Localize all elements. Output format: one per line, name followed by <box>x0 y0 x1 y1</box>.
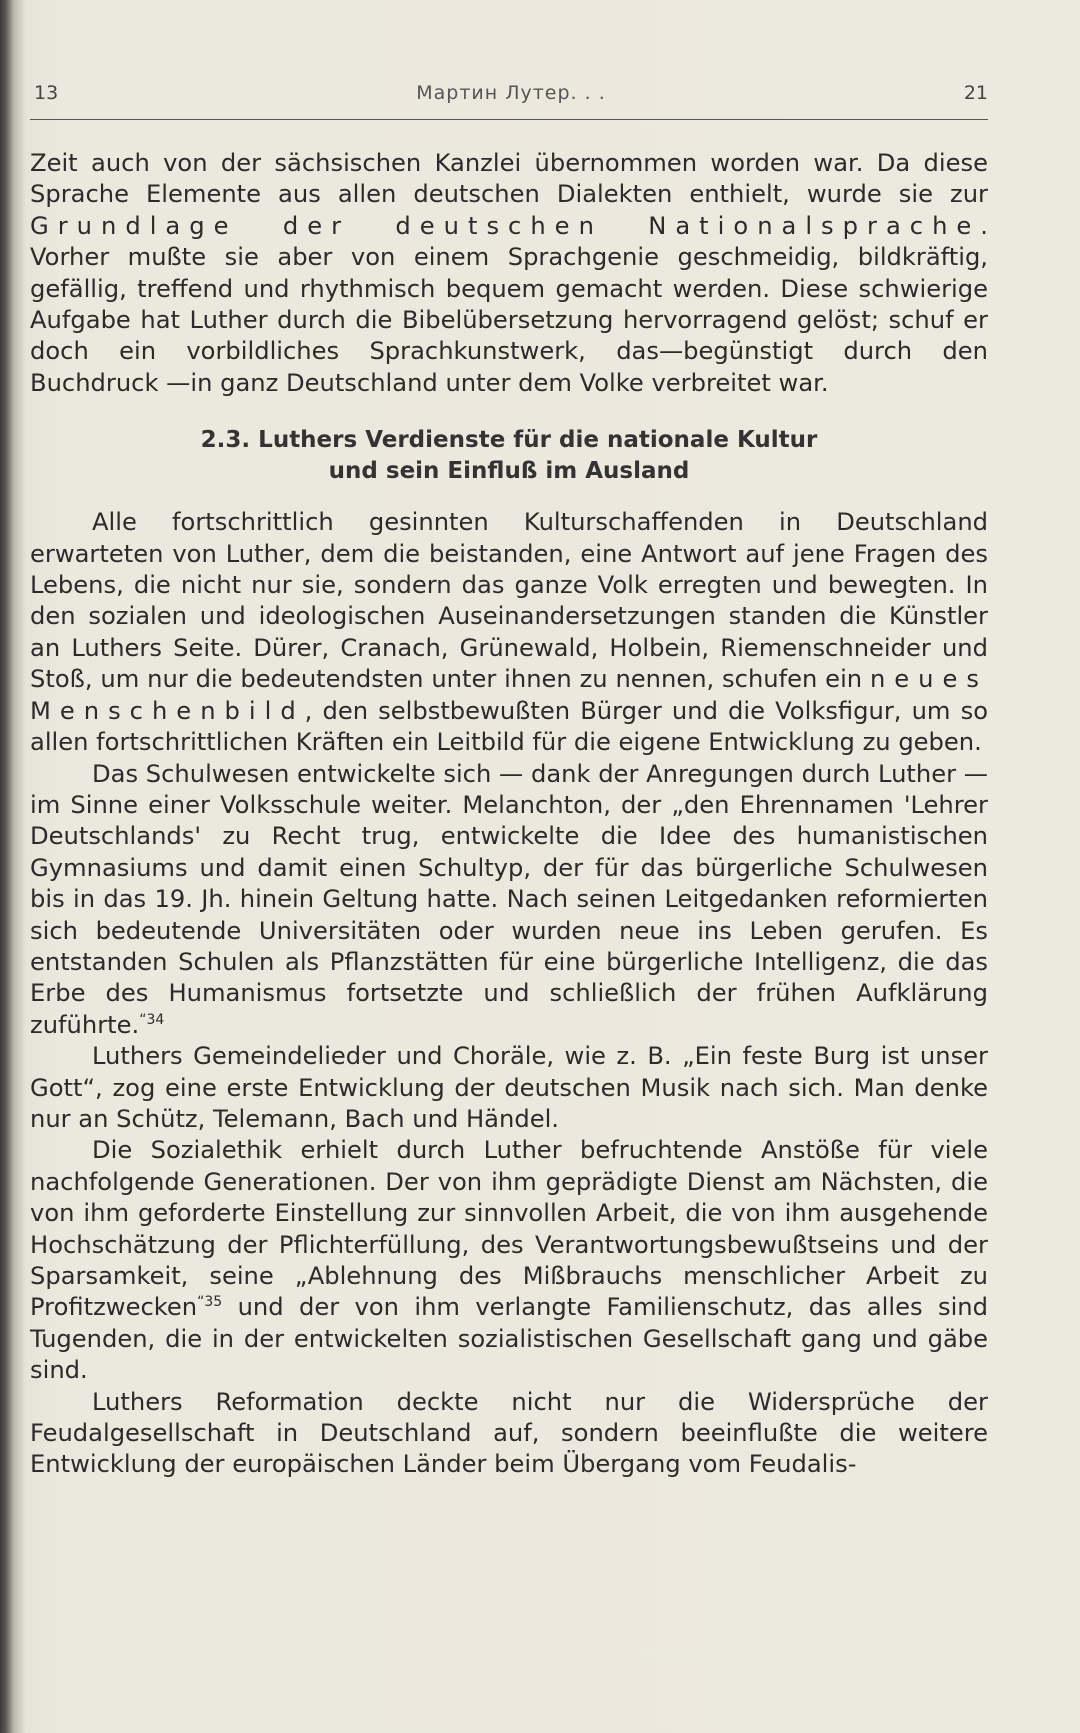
body-text <box>30 148 988 1481</box>
spaced-emphasis: Grundlage der deutschen Nationalsprache <box>30 211 981 240</box>
section-heading-line-2: und sein Einfluß im Ausland <box>328 458 690 485</box>
paragraph-5: Die Sozialethik erhielt durch Luther befruchtende Anstöße für viele nachfolgende Generationen. Der von ihm geprädigte Dienst am Nächsten, die von ihm geforderte Einstellung zur sinnvollen Arbeit, die von ihm ausgehende Hochschätzung der Pflichterfüllung, des Verantwortungsbewußtseins und der Sparsamkeit, seine „Ablehnung des Mißbrauchs menschlicher Arbeit zu Profitzwecken$^{“35}$ und der von ihm verlangte Familienschutz, das alles sind Tugenden, die in der entwickelten sozialistischen Gesellschaft gang und gäbe sind. <box>30 1136 988 1385</box>
header-left-number: 13 <box>34 82 59 104</box>
section-heading-line-1: 2.3. Luthers Verdienste für die nationale Kultur <box>200 427 818 454</box>
section-heading <box>30 425 988 487</box>
paragraph-1: Zeit auch von der sächsischen Kanzlei übernommen worden war. Da diese Sprache Elemente aus allen deutschen Dialekten enthielt, wurde sie zur Grundlage der deutschen Nationalsprache. Vorher mußte sie aber von einem Sprachgenie geschmeidig, bildkräftig, gefällig, treffend und rhythmisch bequem gemacht werden. Diese schwierige Aufgabe hat Luther durch die Bibelübersetzung hervorragend gelöst; schuf er doch ein vorbildliches Sprachkunstwerk, das—begünstigt durch den Buchdruck —in ganz Deutschland unter dem Volke verbreitet war. <box>30 149 988 397</box>
header-rule <box>30 119 988 120</box>
paragraph-6: Luthers Reformation deckte nicht nur die Widersprüche der Feudalgesellschaft in Deutschland auf, sondern beeinflußte die weitere Entwicklung der europäischen Länder beim Übergang vom Feudalis- <box>30 1387 988 1479</box>
footnote-ref-35: “35 <box>197 1294 223 1311</box>
paragraph-3: Das Schulwesen entwickelte sich — dank der Anregungen durch Luther — im Sinne einer Volksschule weiter. Melanchton, der „den Ehrennamen 'Lehrer Deutschlands' zu Recht trug, entwickelte die Idee des humanistischen Gymnasiums und damit einen Schultyp, der für das bürgerliche Schulwesen bis in das 19. Jh. hinein Geltung hatte. Nach seinen Leitgedanken reformierten sich bedeutende Universitäten oder wurden neue ins Leben gerufen. Es entstanden Schulen als Pflanzstätten für eine bürgerliche Intelligenz, die das Erbe des Humanismus fortsetzte und schließlich der frühen Aufklärung zuführte.$^{“34}$ <box>30 759 988 1039</box>
page-number: 21 <box>963 82 988 104</box>
footnote-ref-34: “34 <box>139 1011 165 1028</box>
paragraph-2: Alle fortschrittlich gesinnten Kulturschaffenden in Deutschland erwarteten von Luther, dem die beistanden, eine Antwort auf jene Fragen des Lebens, die nicht nur sie, sondern das ganze Volk erregten und bewegten. In den sozialen und ideologischen Auseinandersetzungen standen die Künstler an Luthers Seite. Dürer, Cranach, Grünewald, Holbein, Riemenschneider und Stoß, um nur die bedeutendsten unter ihnen zu nennen, schufen ein neues Menschenbild, den selbstbewußten Bürger und die Volksfigur, um so allen fortschrittlichen Kräften ein Leitbild für die eigene Entwicklung zu geben. <box>30 508 988 757</box>
spaced-emphasis: neues Menschenbild <box>30 665 988 725</box>
running-title: Мартин Лутер. . . <box>416 82 606 104</box>
paragraph-4: Luthers Gemeindelieder und Choräle, wie z. B. „Ein feste Burg ist unser Gott“, zog eine erste Entwicklung der deutschen Musik nach sich. Man denke nur an Schütz, Telemann, Bach und Händel. <box>30 1042 988 1133</box>
running-header <box>34 82 988 112</box>
